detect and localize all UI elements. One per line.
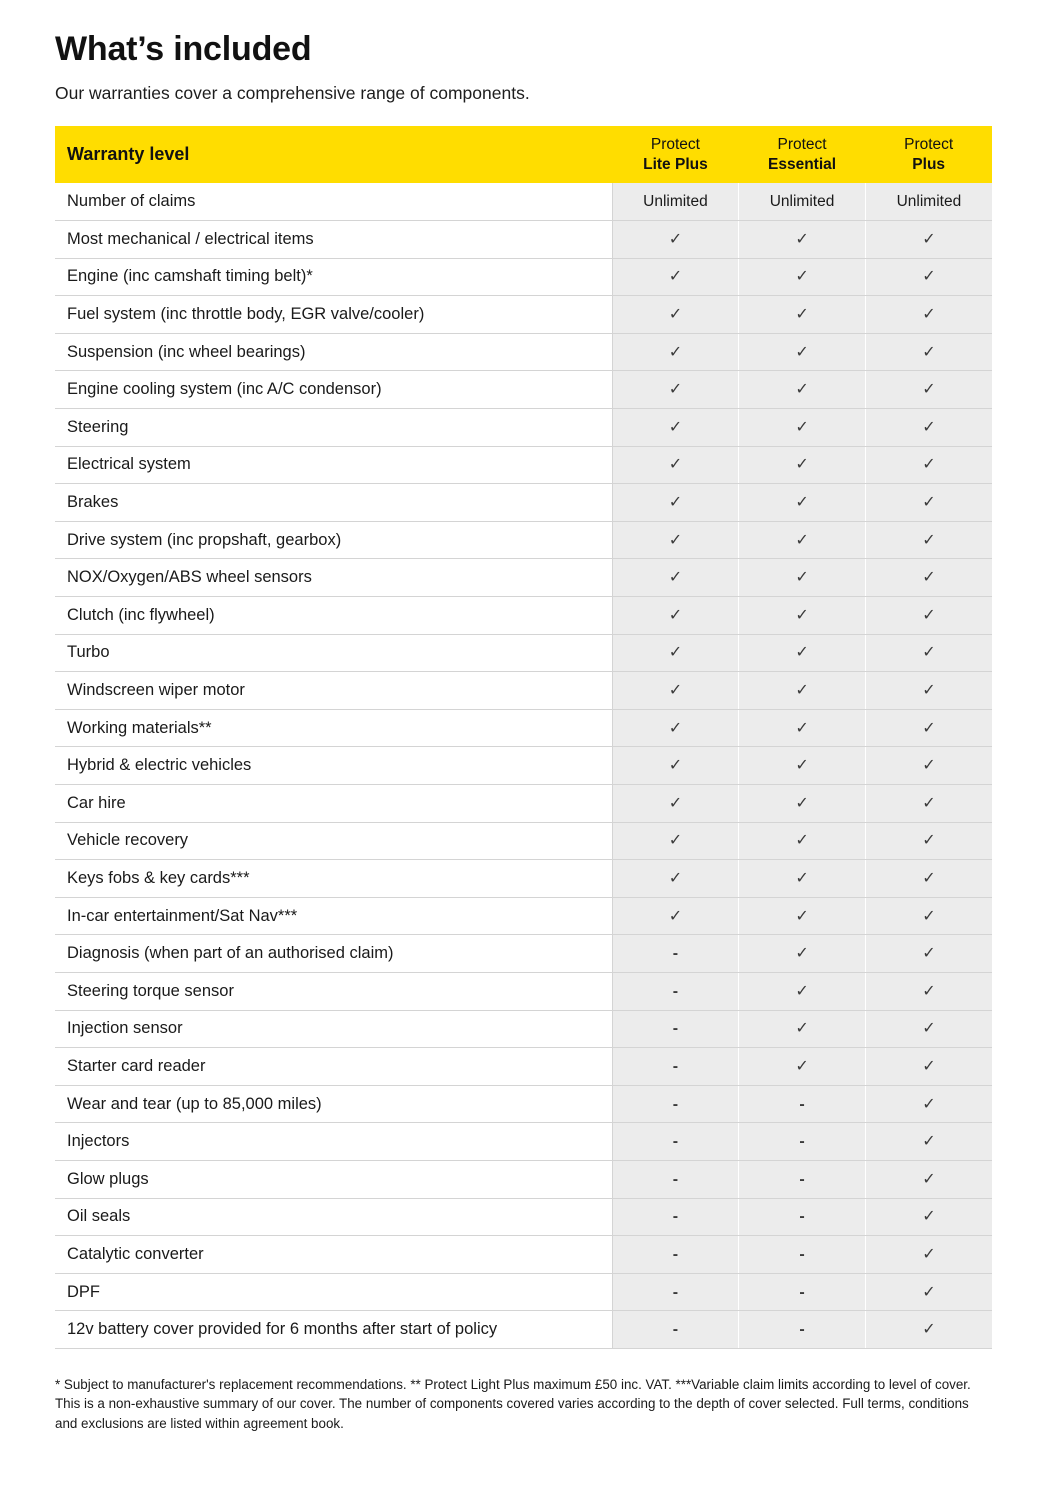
row-cell-plan-3 [865,822,992,860]
row-cell-plan-1 [612,1311,739,1349]
table-row [55,747,992,785]
check-icon: ✓ [922,945,936,963]
table-row [55,183,992,221]
row-cell-plan-2 [739,935,866,973]
plan-name-bottom: Plus [912,155,946,173]
row-cell-plan-3 [865,897,992,935]
row-cell-plan-1 [612,409,739,447]
check-icon: ✓ [922,606,936,624]
row-cell-plan-2 [739,1236,866,1274]
row-cell-plan-3 [865,747,992,785]
dash-icon: - [672,945,679,963]
check-icon: ✓ [668,757,683,775]
page-title: What’s included [55,30,312,68]
footnote: * Subject to manufacturer's replacement recommendations. ** Protect Light Plus maximum £50 inc. VAT. ***Variable claim limits according to level of cover. This is a non-exhaustive summary of our cover. The number of components covered varies according to the depth of cover selected. Full terms, conditions and exclusions are listed within agreement book. [55,1376,971,1431]
check-icon: ✓ [668,531,683,549]
row-feature-label: Oil seals [55,1198,612,1236]
plan-name-top: Protect [904,136,954,154]
check-icon: ✓ [922,418,936,436]
row-cell-plan-2 [739,822,866,860]
row-cell-plan-3 [865,446,992,484]
row-feature-label: Steering torque sensor [55,972,612,1010]
check-icon: ✓ [922,569,936,587]
table-row [55,1198,992,1236]
row-cell-plan-2 [739,221,866,259]
row-cell-plan-2 [739,371,866,409]
table-row [55,1273,992,1311]
header-plan-lite-plus [612,126,739,183]
row-cell-plan-1 [612,747,739,785]
row-feature-label: DPF [55,1273,612,1311]
check-icon: ✓ [668,682,683,700]
check-icon: ✓ [795,531,809,549]
row-cell-plan-2 [739,1311,866,1349]
row-cell-plan-1 [612,935,739,973]
check-icon: ✓ [922,982,936,1000]
table-row [55,1048,992,1086]
check-icon: ✓ [922,306,936,324]
row-cell-plan-3 [865,1085,992,1123]
table-row [55,1010,992,1048]
check-icon: ✓ [922,1020,936,1038]
dash-icon: - [672,1283,679,1301]
check-icon: ✓ [668,268,683,286]
header-plan-essential [739,126,866,183]
row-cell-plan-3 [865,1010,992,1048]
row-cell-plan-1 [612,1010,739,1048]
row-feature-label: Injection sensor [55,1010,612,1048]
row-cell-plan-3 [865,296,992,334]
check-icon: ✓ [922,494,936,512]
check-icon: ✓ [922,644,936,662]
row-cell-plan-3 [865,1123,992,1161]
row-cell-plan-3 [865,484,992,522]
row-cell-plan-2 [739,296,866,334]
warranty-comparison-table [55,126,992,1349]
table-header [55,126,992,183]
dash-icon: - [799,1208,805,1226]
row-feature-label: Electrical system [55,446,612,484]
header-plan-plus [865,126,992,183]
check-icon: ✓ [922,230,936,248]
dash-icon: - [799,1245,805,1263]
check-icon: ✓ [668,644,683,662]
table-row [55,1085,992,1123]
dash-icon: - [799,1321,805,1339]
cell-text: Unlimited [643,192,708,210]
dash-icon: - [672,1321,679,1339]
row-cell-plan-2 [739,860,866,898]
dash-icon: - [672,1170,679,1188]
row-feature-label: Engine cooling system (inc A/C condensor) [55,371,612,409]
check-icon: ✓ [668,832,683,850]
table-row [55,935,992,973]
row-cell-plan-1 [612,634,739,672]
plan-name-bottom: Essential [768,155,837,173]
row-cell-plan-3 [865,409,992,447]
row-cell-plan-3 [865,1273,992,1311]
table-row [55,521,992,559]
row-cell-plan-3 [865,1048,992,1086]
row-cell-plan-1 [612,221,739,259]
header-warranty-level: Warranty level [55,126,612,183]
check-icon: ✓ [795,1020,809,1038]
row-feature-label: Turbo [55,634,612,672]
dash-icon: - [799,1133,805,1151]
check-icon: ✓ [922,1321,936,1339]
check-icon: ✓ [668,456,683,474]
row-cell-plan-3 [865,1198,992,1236]
row-cell-plan-2 [739,559,866,597]
check-icon: ✓ [922,1208,936,1226]
plan-name-bottom: Lite Plus [643,155,708,173]
check-icon: ✓ [668,306,683,324]
row-cell-plan-2 [739,1085,866,1123]
row-cell-plan-2 [739,897,866,935]
check-icon: ✓ [668,869,683,887]
row-cell-plan-2 [739,1160,866,1198]
row-cell-plan-1 [612,1048,739,1086]
page-subtitle: Our warranties cover a comprehensive range of components. [55,83,530,103]
table-row [55,709,992,747]
check-icon: ✓ [922,757,936,775]
dash-icon: - [672,1245,679,1263]
row-feature-label: Glow plugs [55,1160,612,1198]
row-feature-label: Starter card reader [55,1048,612,1086]
check-icon: ✓ [922,1283,936,1301]
table-row [55,258,992,296]
table-row [55,897,992,935]
dash-icon: - [799,1170,805,1188]
row-cell-plan-1 [612,785,739,823]
table-row [55,559,992,597]
table-row [55,296,992,334]
check-icon: ✓ [795,1057,809,1075]
dash-icon: - [672,1095,679,1113]
row-cell-plan-2 [739,183,866,221]
check-icon: ✓ [795,907,809,925]
row-cell-plan-1 [612,1085,739,1123]
check-icon: ✓ [668,381,683,399]
row-cell-plan-2 [739,409,866,447]
row-cell-plan-3 [865,333,992,371]
table-row [55,785,992,823]
check-icon: ✓ [922,832,936,850]
table-row [55,446,992,484]
row-cell-plan-3 [865,521,992,559]
row-cell-plan-1 [612,822,739,860]
row-cell-plan-1 [612,897,739,935]
check-icon: ✓ [795,644,809,662]
table-row [55,1160,992,1198]
row-cell-plan-2 [739,1010,866,1048]
check-icon: ✓ [795,682,809,700]
row-cell-plan-1 [612,1160,739,1198]
row-feature-label: NOX/Oxygen/ABS wheel sensors [55,559,612,597]
check-icon: ✓ [922,907,936,925]
row-feature-label: Most mechanical / electrical items [55,221,612,259]
check-icon: ✓ [668,418,683,436]
row-cell-plan-2 [739,634,866,672]
row-feature-label: Windscreen wiper motor [55,672,612,710]
row-cell-plan-1 [612,1198,739,1236]
row-feature-label: In-car entertainment/Sat Nav*** [55,897,612,935]
row-cell-plan-1 [612,446,739,484]
check-icon: ✓ [795,418,809,436]
row-cell-plan-2 [739,972,866,1010]
table-row [55,822,992,860]
row-feature-label: Suspension (inc wheel bearings) [55,333,612,371]
table-row [55,333,992,371]
row-cell-plan-1 [612,521,739,559]
dash-icon: - [672,982,679,1000]
row-cell-plan-2 [739,484,866,522]
check-icon: ✓ [922,456,936,474]
check-icon: ✓ [668,494,683,512]
check-icon: ✓ [795,306,809,324]
row-cell-plan-3 [865,371,992,409]
check-icon: ✓ [922,1245,936,1263]
check-icon: ✓ [668,230,683,248]
row-cell-plan-3 [865,258,992,296]
row-cell-plan-3 [865,1236,992,1274]
row-cell-plan-3 [865,183,992,221]
check-icon: ✓ [795,456,809,474]
row-cell-plan-3 [865,672,992,710]
row-cell-plan-2 [739,747,866,785]
dash-icon: - [799,1095,805,1113]
row-cell-plan-3 [865,221,992,259]
row-cell-plan-3 [865,597,992,635]
row-cell-plan-1 [612,559,739,597]
table-row [55,221,992,259]
row-feature-label: Injectors [55,1123,612,1161]
plan-name-top: Protect [777,136,827,154]
row-cell-plan-1 [612,258,739,296]
check-icon: ✓ [922,1170,936,1188]
row-feature-label: Drive system (inc propshaft, gearbox) [55,521,612,559]
row-cell-plan-1 [612,709,739,747]
row-cell-plan-1 [612,672,739,710]
check-icon: ✓ [922,719,936,737]
check-icon: ✓ [795,945,809,963]
row-cell-plan-3 [865,1160,992,1198]
table-row [55,409,992,447]
check-icon: ✓ [795,757,809,775]
check-icon: ✓ [795,869,809,887]
check-icon: ✓ [795,230,809,248]
check-icon: ✓ [668,606,683,624]
row-cell-plan-3 [865,709,992,747]
row-cell-plan-2 [739,1123,866,1161]
row-feature-label: Car hire [55,785,612,823]
row-cell-plan-1 [612,860,739,898]
row-feature-label: Catalytic converter [55,1236,612,1274]
dash-icon: - [672,1208,679,1226]
check-icon: ✓ [795,268,809,286]
row-cell-plan-3 [865,972,992,1010]
check-icon: ✓ [668,907,683,925]
row-cell-plan-2 [739,446,866,484]
check-icon: ✓ [795,832,809,850]
row-cell-plan-1 [612,597,739,635]
row-cell-plan-2 [739,672,866,710]
row-cell-plan-1 [612,484,739,522]
row-cell-plan-2 [739,258,866,296]
row-cell-plan-2 [739,1273,866,1311]
row-feature-label: Working materials** [55,709,612,747]
row-cell-plan-2 [739,785,866,823]
row-feature-label: Brakes [55,484,612,522]
row-feature-label: Keys fobs & key cards*** [55,860,612,898]
check-icon: ✓ [795,569,809,587]
dash-icon: - [672,1020,679,1038]
row-cell-plan-2 [739,333,866,371]
row-cell-plan-3 [865,935,992,973]
row-cell-plan-1 [612,1236,739,1274]
check-icon: ✓ [922,869,936,887]
row-feature-label: Number of claims [55,183,612,221]
row-cell-plan-3 [865,785,992,823]
table-row [55,371,992,409]
table-body [55,183,992,1348]
check-icon: ✓ [922,343,936,361]
check-icon: ✓ [795,606,809,624]
dash-icon: - [799,1283,805,1301]
table-row [55,634,992,672]
table-row [55,1123,992,1161]
row-feature-label: Engine (inc camshaft timing belt)* [55,258,612,296]
check-icon: ✓ [922,268,936,286]
check-icon: ✓ [922,531,936,549]
row-cell-plan-3 [865,634,992,672]
row-cell-plan-2 [739,521,866,559]
table-row [55,672,992,710]
check-icon: ✓ [668,719,683,737]
row-cell-plan-2 [739,709,866,747]
check-icon: ✓ [795,794,809,812]
row-feature-label: Diagnosis (when part of an authorised claim) [55,935,612,973]
row-cell-plan-3 [865,860,992,898]
row-cell-plan-2 [739,1198,866,1236]
table-row [55,1236,992,1274]
check-icon: ✓ [922,682,936,700]
row-cell-plan-1 [612,371,739,409]
table-row [55,860,992,898]
check-icon: ✓ [668,794,683,812]
check-icon: ✓ [922,1057,936,1075]
row-cell-plan-1 [612,333,739,371]
cell-text: Unlimited [769,192,835,210]
row-feature-label: Vehicle recovery [55,822,612,860]
check-icon: ✓ [922,1095,936,1113]
check-icon: ✓ [922,381,936,399]
row-feature-label: Clutch (inc flywheel) [55,597,612,635]
check-icon: ✓ [668,569,683,587]
row-cell-plan-3 [865,559,992,597]
row-cell-plan-1 [612,296,739,334]
dash-icon: - [672,1133,679,1151]
table-row [55,484,992,522]
table-row [55,972,992,1010]
row-cell-plan-1 [612,1123,739,1161]
row-feature-label: Fuel system (inc throttle body, EGR valve/cooler) [55,296,612,334]
check-icon: ✓ [922,1133,936,1151]
table-header-row [55,126,992,183]
row-cell-plan-3 [865,1311,992,1349]
check-icon: ✓ [795,982,809,1000]
row-feature-label: Wear and tear (up to 85,000 miles) [55,1085,612,1123]
check-icon: ✓ [795,381,809,399]
plan-name-top: Protect [650,136,700,154]
row-cell-plan-2 [739,597,866,635]
check-icon: ✓ [795,343,809,361]
check-icon: ✓ [668,343,683,361]
check-icon: ✓ [795,719,809,737]
row-feature-label: 12v battery cover provided for 6 months after start of policy [55,1311,612,1349]
row-feature-label: Steering [55,409,612,447]
row-cell-plan-1 [612,972,739,1010]
check-icon: ✓ [795,494,809,512]
row-cell-plan-1 [612,1273,739,1311]
cell-text: Unlimited [896,192,962,210]
dash-icon: - [672,1057,679,1075]
row-feature-label: Hybrid & electric vehicles [55,747,612,785]
row-cell-plan-2 [739,1048,866,1086]
table-row [55,1311,992,1349]
check-icon: ✓ [922,794,936,812]
table-row [55,597,992,635]
row-cell-plan-1 [612,183,739,221]
